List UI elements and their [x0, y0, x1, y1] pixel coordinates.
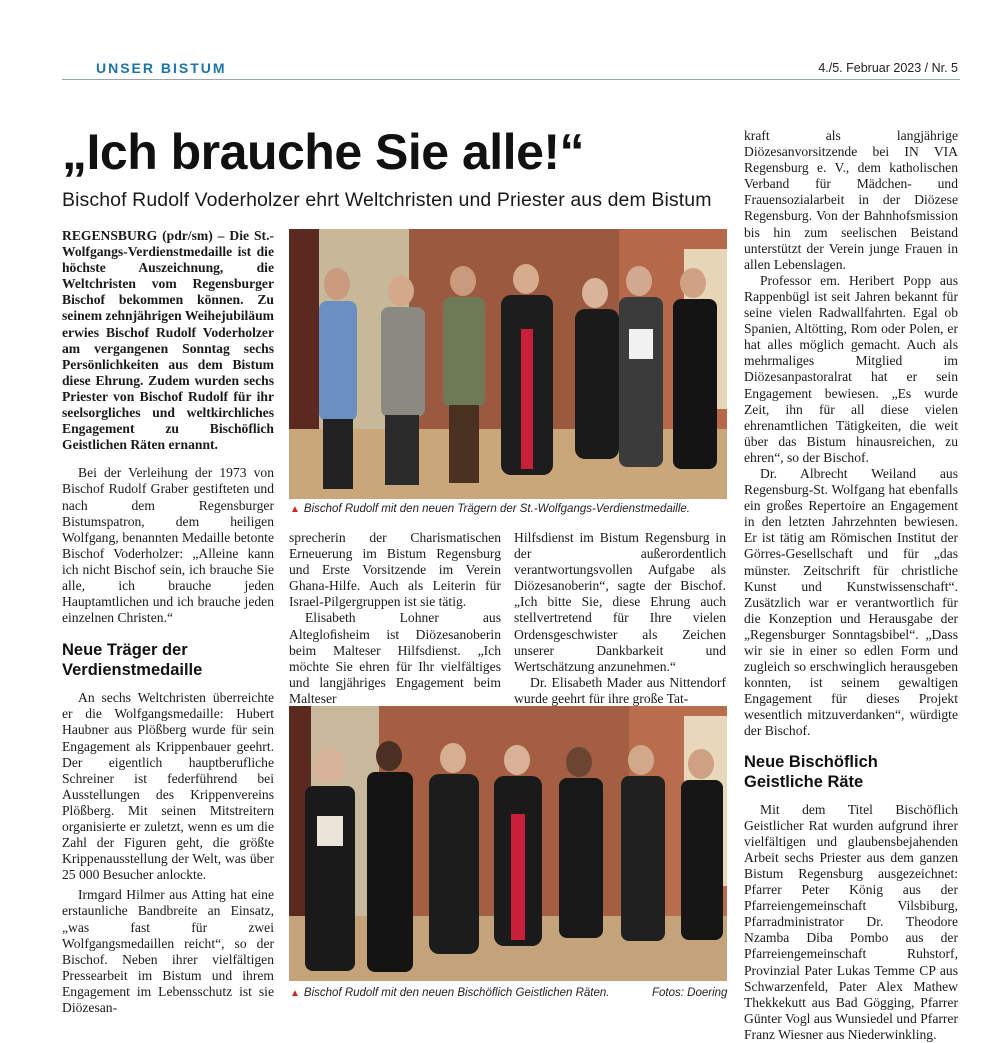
- lead-paragraph: REGENSBURG (pdr/sm) – Die St.-Wolfgangs-Verdienstmedaille ist die höchste Auszeichnung, die Weltchristen vom Regensburger Bischof bekommen können. Zu seinem zehnjährigen Weihejubiläum erwies Bischof Rudolf Voderholzer am vergangenen Sonntag sechs Persönlichkeiten aus dem Bistum diese Ehrung. Zudem wurden sechs Priester von Bischof Rudolf für ihr seelsorgliches und weltkirchliches Engagement zu Bischöflich Geistlichen Räten ernannt.: [62, 228, 274, 453]
- paragraph: Bei der Verleihung der 1973 von Bischof Rudolf Graber gestifteten und nach dem Regensburger Bistumspatron, dem heiligen Wolfgang, benannten Medaille betonte Bischof Voderholzer: „Alleine kann ich nicht Bischof sein, ich brauche Sie alle, ich brauche jeden Hauptamtlichen und ich brauche jeden einzelnen Christen.“: [62, 465, 274, 626]
- group-photo-image: [289, 706, 727, 981]
- paragraph: Dr. Elisabeth Mader aus Nittendorf wurde geehrt für ihre große Tat-: [514, 674, 726, 706]
- column-2: [289, 530, 501, 707]
- paragraph: Irmgard Hilmer aus Atting hat eine erstaunliche Bandbreite an Einsatz, „was fast für zwei Wolfgangsmedaillen reicht“, so der Bischof. Neben ihrer vielfältigen Pressearbeit im Bistum und ihrem Engagement im Lebensschutz ist sie Diözesan-: [62, 887, 274, 1016]
- issue-date: 4./5. Februar 2023 / Nr. 5: [818, 61, 958, 75]
- caption-triangle-icon: ▲: [290, 988, 300, 999]
- subheading-medal: Neue Träger der Verdienstmedaille: [62, 641, 203, 680]
- photo-medal-recipients: [289, 229, 727, 499]
- column-3: [514, 530, 726, 707]
- paragraph: sprecherin der Charismatischen Erneuerung im Bistum Regensburg und Erste Vorsitzende im Verein Ghana-Hilfe. Auch als Leiterin für Israel-Pilgergruppen ist sie tätig.: [289, 530, 501, 610]
- subheading-councillors: Neue Bischöflich Geistliche Räte: [744, 752, 878, 791]
- photo-spiritual-councillors: [289, 706, 727, 981]
- photo-caption-1: [290, 503, 690, 515]
- group-photo-image: [289, 229, 727, 499]
- paragraph: An sechs Weltchristen überreichte er die Wolfgangsmedaille: Hubert Haubner aus Plößberg wurde für sein Engagement als Krippenbauer geehrt. Der eigentlich hauptberufliche Schreiner ist federführend bei Ausstellungen des Krippenvereins Plößberg. Mit seinen Mitstreitern organisierte er zuletzt, wenn es um die Zahl der Figuren geht, die größte Krippenausstellung der Welt, was über 25 000 Besucher anlockte.: [62, 690, 274, 883]
- paragraph: Professor em. Heribert Popp aus Rappenbügl ist seit Jahren bekannt für seine vielen Radwallfahrten. Egal ob Spanien, Altötting, Rom oder Polen, er hat alles möglich gemacht. Auch als mehrmaliges Mitglied im Diözesanpastoralrat hat er sein Engagement bewiesen. „Es wurde Zeit, ihn für all diese vielen ehrenamtlichen Tätigkeiten, die weit über das Bistum hinausreichen, zu ehren“, so der Bischof.: [744, 272, 958, 465]
- caption-text: Bischof Rudolf mit den neuen Bischöflich Geistlichen Räten.: [303, 987, 610, 999]
- paragraph: Dr. Albrecht Weiland aus Regensburg-St. Wolfgang hat ebenfalls ein großes Repertoire an Engagement in den letzten Jahrzehnten bewiesen. Er ist tätig am Römischen Institut der Görres-Gesellschaft und für „das münster. Zeitschrift für christliche Kunst und Kunstwissenschaft“. Zusätzlich war er verantwortlich für die Konzeption und Herausgabe der „Regensburger Sonntagsbibel“. „Dass wir sie in einer so edlen Form und zugleich so erschwinglich herausgeben konnten, ist seinem gewaltigen Engagement für dieses Projekt wesentlich mitzuverdanken“, würdigte der Bischof.: [744, 465, 958, 739]
- headline: „Ich brauche Sie alle!“: [62, 124, 585, 180]
- caption-triangle-icon: ▲: [290, 504, 300, 515]
- column-1: [62, 228, 274, 1016]
- section-label: UNSER BISTUM: [96, 60, 227, 76]
- column-4: [744, 128, 958, 1043]
- paragraph: Mit dem Titel Bischöflich Geistlicher Rat wurden aufgrund ihrer vielfältigen und glaubensbejahenden Arbeit sechs Priester aus dem ganzen Bistum Regensburg ausgezeichnet: Pfarrer Peter König aus der Pfarreiengemeinschaft Vilsbiburg, Pfarradministrator Dr. Theodore Nzamba Diba Pombo aus der Pfarreiengemeinschaft Ruhstorf, Provinzial Pater Lukas Temme CP aus Schwarzenfeld, Pater Alex Mathew Thekkekutt aus Bad Gögging, Pfarrer Günter Vogl aus Wunsiedel und Pfarrer Franz Wiesner aus Niederwinkling.: [744, 801, 958, 1042]
- photo-caption-2: [290, 987, 609, 999]
- paragraph: Hilfsdienst im Bistum Regensburg in der außerordentlich verantwortungsvollen Aufgabe als Diözesanoberin“, sagte der Bischof. „Ich bitte Sie, diese Ehrung auch stellvertretend für Ihre vielen Ordensgeschwister als Zeichen unserer Dankbarkeit und Wertschätzung anzunehmen.“: [514, 530, 726, 674]
- header-rule: [62, 79, 960, 80]
- subheadline: Bischof Rudolf Voderholzer ehrt Weltchristen und Priester aus dem Bistum: [62, 189, 712, 211]
- paragraph: kraft als langjährige Diözesanvorsitzende bei IN VIA Regensburg e. V., dem katholischen Verband für Mädchen- und Frauensozialarbeit in der Diözese Regensburg. Von der Bahnhofsmission bis hin zum seelischen Beistand unterstützt der Verein junge Frauen in allen Lebenslagen.: [744, 128, 958, 272]
- paragraph: Elisabeth Lohner aus Altegloﬁsheim ist Diözesanoberin beim Malteser Hilfsdienst. „Ich möchte Sie ehren für Ihr vielfältiges und langjähriges Engagement beim Malteser: [289, 610, 501, 706]
- photo-credit: Fotos: Doering: [652, 987, 728, 999]
- caption-text: Bischof Rudolf mit den neuen Trägern der St.-Wolfgangs-Verdienstmedaille.: [303, 503, 690, 515]
